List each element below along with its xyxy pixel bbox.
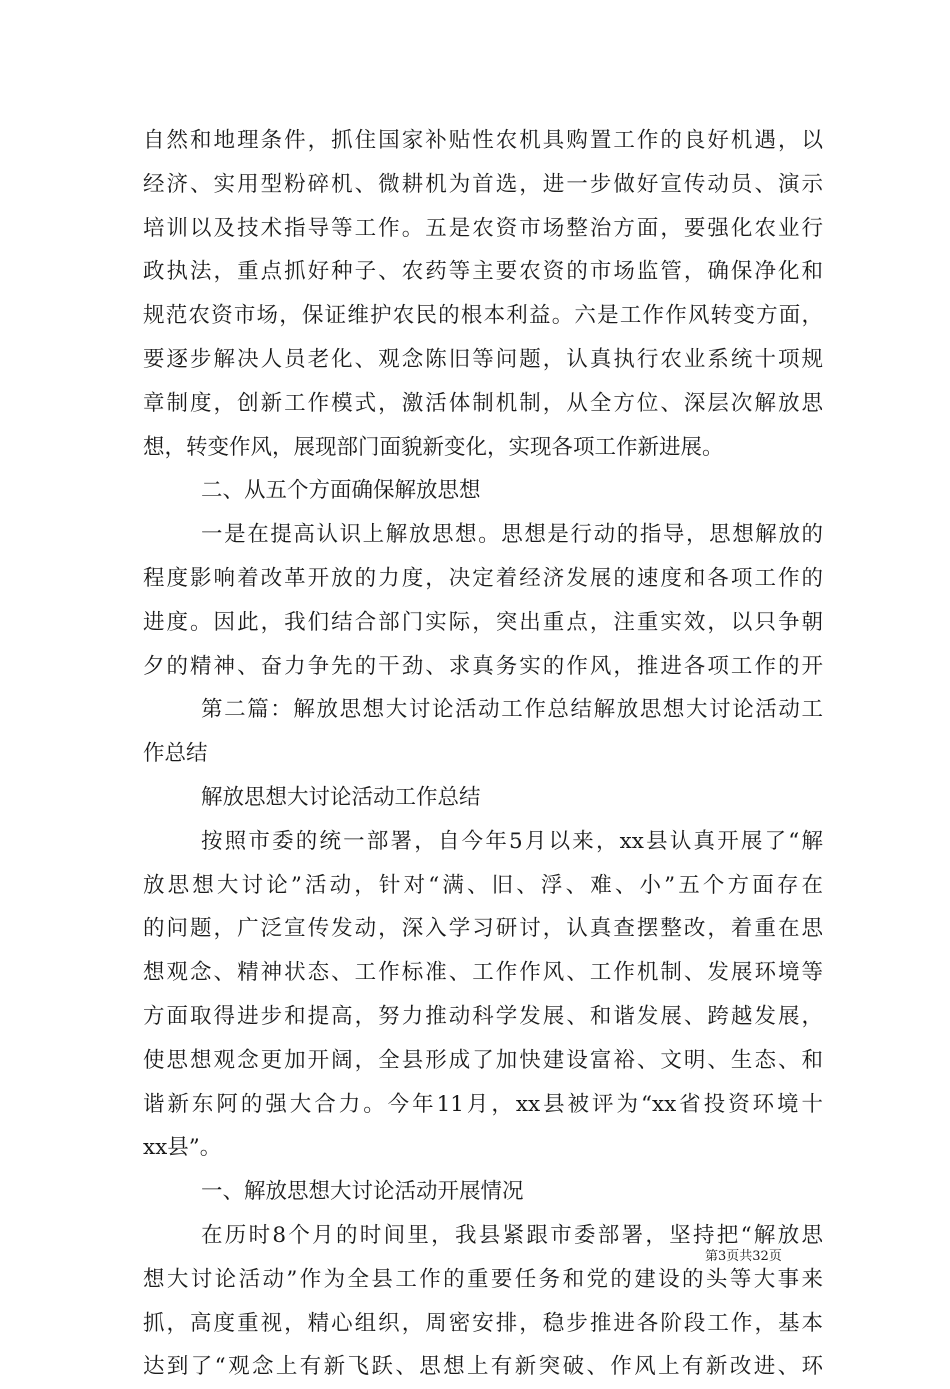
text-line: 按照市委的统一部署，自今年5月以来，xx县认真开展了“解 — [201, 828, 823, 854]
text-line: 方面取得进步和提高，努力推动科学发展、和谐发展、跨越发展， — [143, 1003, 823, 1029]
text-line: 二、从五个方面确保解放思想 — [201, 478, 481, 504]
text-line: 想，转变作风，展现部门面貌新变化，实现各项工作新进展。 — [143, 434, 724, 460]
text-line: 程度影响着改革开放的力度，决定着经济发展的速度和各项工作的 — [143, 565, 823, 591]
text-line: 谐新东阿的强大合力。今年11月，xx县被评为“xx省投资环境十 — [143, 1091, 823, 1117]
text-line: 达到了“观念上有新飞跃、思想上有新突破、作风上有新改进、环 — [143, 1354, 823, 1380]
text-line: 夕的精神、奋力争先的干劲、求真务实的作风，推进各项工作的开 — [143, 653, 823, 679]
text-line: 经济、实用型粉碎机、微耕机为首选，进一步做好宣传动员、演示 — [143, 171, 823, 197]
document-body — [143, 119, 823, 1389]
text-line: 放思想大讨论”活动，针对“满、旧、浮、难、小”五个方面存在 — [143, 872, 823, 898]
text-line: 要逐步解决人员老化、观念陈旧等问题，认真执行农业系统十项规 — [143, 346, 823, 372]
text-line: 规范农资市场，保证维护农民的根本利益。六是工作作风转变方面， — [143, 303, 823, 329]
text-line: 政执法，重点抓好种子、农药等主要农资的市场监管，确保净化和 — [143, 259, 823, 285]
text-line: xx县”。 — [143, 1135, 222, 1161]
text-line: 一是在提高认识上解放思想。思想是行动的指导，思想解放的 — [201, 522, 823, 548]
text-line: 第二篇：解放思想大讨论活动工作总结解放思想大讨论活动工 — [201, 697, 823, 723]
text-line: 使思想观念更加开阔，全县形成了加快建设富裕、文明、生态、和 — [143, 1047, 823, 1073]
text-line: 想大讨论活动”作为全县工作的重要任务和党的建设的头等大事来 — [143, 1266, 823, 1292]
text-line: 解放思想大讨论活动工作总结 — [201, 784, 481, 810]
text-line: 进度。因此，我们结合部门实际，突出重点，注重实效，以只争朝 — [143, 609, 823, 635]
text-line: 抓，高度重视，精心组织，周密安排，稳步推进各阶段工作，基本 — [143, 1310, 823, 1336]
text-line: 一、解放思想大讨论活动开展情况 — [201, 1179, 524, 1205]
text-line: 想观念、精神状态、工作标准、工作作风、工作机制、发展环境等 — [143, 960, 823, 986]
text-line: 的问题，广泛宣传发动，深入学习研讨，认真查摆整改，着重在思 — [143, 916, 823, 942]
text-line: 自然和地理条件，抓住国家补贴性农机具购置工作的良好机遇，以 — [143, 128, 823, 153]
text-line: 章制度，创新工作模式，激活体制机制，从全方位、深层次解放思 — [143, 390, 823, 416]
text-line: 作总结 — [143, 741, 208, 767]
text-line: 在历时8个月的时间里，我县紧跟市委部署，坚持把“解放思 — [201, 1222, 823, 1248]
page-number: 第3页共32页 — [705, 1249, 782, 1264]
text-line: 培训以及技术指导等工作。五是农资市场整治方面，要强化农业行 — [143, 215, 823, 241]
